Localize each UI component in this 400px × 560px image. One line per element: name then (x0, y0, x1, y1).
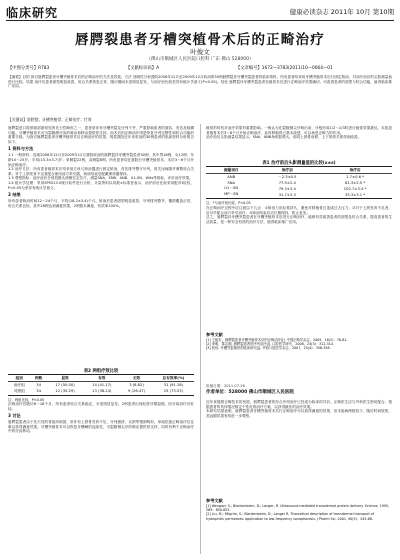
table-2-note: 注：两组比较，P<0.05 (8, 397, 45, 402)
table-cell: U1－SN (224, 186, 239, 191)
table-row (206, 174, 392, 181)
table-2-grid (8, 374, 194, 396)
column-header: 治疗后 (349, 167, 361, 172)
table-cell: 对照组 (13, 388, 25, 393)
section-heading: 1 资料与方法 (8, 146, 34, 152)
reference-item: [2] 李明，陈志刚. 唇腭裂患者的序列治疗[J]. 口腔医学研究，2008，24(3)：312-314. (206, 342, 334, 347)
table-cell: 17 (50.00) (55, 383, 75, 388)
section-label: 临床研究 (6, 6, 59, 20)
paragraph: 本研究结果表明，唇腭裂患者牙槽突植骨术后行正畸治疗可以取得满意的效果，但本组病例数较少，随访时间较短，其远期效果有待进一步观察。 (206, 409, 392, 418)
paragraph: 1.2 治疗方法：所有患者植骨术后均采用方丝弓矫治器进行固定矫治，首先排齐整平牙列，再关闭间隙并调整咬合关系；对于上颌发育不足者配合使用前方牵引器，矫治结束后配戴保持器保持。 (8, 167, 194, 176)
table-cell: SNA (227, 180, 236, 185)
article-meta (8, 65, 392, 71)
references-b (206, 496, 392, 521)
table-2 (8, 368, 194, 402)
references-b-heading: 参考文献 (206, 498, 223, 503)
table-cell: 31 (91.18) (163, 383, 184, 388)
column-divider (200, 124, 201, 554)
table-cell: 35.3±3.1 * (344, 192, 366, 197)
table-cell: 34 (36, 383, 41, 388)
paragraph: 植骨的时机对治疗效果有重要影响。一般认为在裂隙侧尖牙萌出前、牙根形成1/2～2/3时进行植骨效果最佳。本组患者植骨术后3～6个月开始正畸治疗，此时移植骨已基本改建，可以承受正畸力的作用。 (206, 126, 392, 135)
body-left-bottom (8, 402, 194, 434)
paragraph: 1.3 观察指标：治疗前后分别拍摄头颅侧位定位片，测量SNA、SNB、ANB、U1-SN、Wits等指标，评价治疗效果。 (8, 176, 193, 181)
table-row (8, 388, 194, 395)
table-1-caption: 表1 治疗前后头影测量值的比较(x±s) (262, 161, 336, 166)
table-cell: ANB (227, 175, 236, 180)
table-cell: 25 (73.53) (163, 389, 184, 394)
body-left-top (8, 126, 194, 208)
paragraph: 治疗前后头影测量结果显示，SNA、ANB角明显增大，说明上颌骨前移，上下颌骨关系得到改善。 (206, 135, 362, 140)
journal-info: 健康必读杂志 2011年 10月 第10期 (289, 8, 394, 16)
paragraph: 唇腭裂是口腔颌面部最常见的先天性畸形之一，患者常伴有牙槽突裂及牙列不齐，严重影响患者的面容、发音及咀嚼功能。牙槽突植骨术可为裂隙侧牙齿的萌出和移动提供骨支持，而术后的正畸治疗则是恢复牙列完整性和咬合功能的重要手段。为探讨唇腭裂患者牙槽突植骨术后正畸治疗的效果，现将我院近年来收治的30例患者的临床资料分析报告如下。 (8, 126, 194, 144)
reference-item: [3] 张伟. 牙槽突裂植骨的临床研究[J]. 华西口腔医学杂志，2007，25(4)：356-358. (206, 346, 331, 351)
reference-item: [2] Liu, M.; Milgrim, S.; Blankenbeim, D.; Langer R. Theoretical description of transdermal transport of hydrophilic permeants: application to low-frequency sonophoresis. J Pharm Sci, 2001, 90(5)：545-68. (206, 512, 375, 521)
table-1-grid (206, 166, 392, 199)
body-right-bottom (206, 400, 392, 418)
table-cell: 14 (41.17) (92, 383, 112, 388)
article-title: 唇腭裂患者牙槽突植骨术后的正畸治疗 (75, 32, 325, 48)
references-a (206, 330, 392, 351)
table-cell: 9 (26.47) (128, 389, 145, 394)
clc-number: 【中图分类号】R783 (8, 66, 50, 71)
table-1 (206, 160, 392, 205)
paragraph: 正畸治疗后随访6～18个月，所有患者咬合关系稳定，未见明显复发。2例患者出现轻度牙龈退缩，经牙周治疗后好转。 (8, 402, 194, 411)
column-header: 无效 (132, 375, 141, 380)
table-cell: 13 (38.24) (92, 389, 112, 394)
section-heading: 2 结果 (8, 192, 21, 198)
table-row (8, 382, 194, 389)
table-cell: 79.3±3.4 (278, 186, 296, 191)
paragraph: 1.4 统计学处理：采用SPSS13.0统计软件进行分析，计量资料以均数±标准差表示，治疗前后比较采用配对t检验，P<0.05为差异有统计学意义。 (8, 180, 194, 190)
abstract: 【摘要】目的 探讨唇腭裂患者牙槽突植骨术后的正畸治疗的方法及效果。方法 回顾性分析我院2006年12月至2009年12月收治的30例唇腭裂伴牙槽突裂患者的临床资料，所有患者均采用牙槽突植骨术后行固定矫治，对治疗前后的头影测量值进行比较。结果 治疗后患者面型明显改善，咬合关系恢复正常，随访期间未见明显复发，与治疗前比较差异有统计学意义(P<0.05)。结论 唇腭裂伴牙槽突裂患者在植骨术后进行正畸治疗效果确切，可改善患者的面型与咬合功能，值得临床推广应用。 (8, 75, 392, 89)
table-1-note: 注：*与治疗前比较，P<0.05 (206, 200, 251, 205)
table-cell: 31.7±3.3 (278, 192, 296, 197)
paragraph: 1.1 一般资料：选取2006年12月至2009年12月我院收治的唇腭裂伴牙槽突裂患者30例，其中男18例，女12例；年龄10～25岁，平均(15.3±3.7)岁；单侧裂22例，双侧裂8例。所有患者均在我院行牙槽突植骨术，术后3～6个月开始正畸治疗。 (8, 153, 194, 167)
table-cell: 81.3±2.5 * (344, 180, 366, 185)
article-id: 【文章编号】1672—3783(2011)10—0064—01 (236, 66, 333, 71)
table-2-caption: 表2 两组疗效比较 (83, 369, 119, 374)
table-cell: －2.3±0.5 (278, 174, 297, 179)
table-cell: 34 (36, 389, 41, 394)
article-author: 叶俊文 (190, 48, 210, 56)
column-header: 有效 (98, 375, 106, 380)
column-header: 测量项目 (223, 167, 239, 172)
table-cell: MP－SN (224, 192, 239, 197)
column-header: 显效 (61, 375, 69, 380)
author-affiliation: （佛山市顺城区人民医院口腔科 广东 佛山 528000） (146, 57, 254, 62)
table-cell: 3 (8.82) (129, 383, 144, 388)
table-cell: 治疗组 (13, 382, 25, 387)
column-header: 治疗前 (281, 167, 293, 172)
table-row (206, 192, 392, 199)
table-cell: 102.7±3.4 * (343, 186, 367, 191)
table-cell: 1.7±0.6 * (346, 175, 364, 180)
received-date: 收稿日期：2011-07-26 (206, 384, 245, 388)
page-header (6, 4, 394, 21)
reference-item: [1] Wengazi, S.; Blankenbeim, D.; Langer, R. Ultrasound-mediated transdermal protein delivery. Science, 1995, 269：850-853. (206, 504, 390, 513)
column-header: 总有效率(%) (162, 375, 185, 380)
paragraph: 在正畸治疗过程中应注意以下几点：①矫治力应轻柔持久，避免对移植骨区造成过大压力；②对于上颌发育不足者，应尽早配合前方牵引治疗；③矫治结束后应长期保持，防止复发。 (206, 206, 392, 215)
doc-code: 【文献标识码】A (126, 66, 160, 71)
reference-item: [1] 王振东，唇腭裂患者牙槽突植骨术后的正畸治疗[J]. 中国正畸学杂志，2009，16(2)：78-81. (206, 338, 348, 342)
paragraph: 近年来随着正畸技术的发展，唇腭裂患者的综合序列治疗已经成为临床的共识。正畸医生应与外科医生密切配合，根据患者的具体情况制定个性化的治疗方案，以获得最佳的治疗效果。 (206, 400, 392, 409)
references-a-heading: 参考文献 (206, 332, 223, 337)
paragraph: 总之，唇腭裂伴牙槽突裂患者在牙槽突植骨术后进行正畸治疗，能够有效改善患者的面型及咬合关系，提高患者的生活质量，是一种安全有效的治疗方法，值得临床推广应用。 (206, 215, 392, 224)
body-right-top (206, 126, 392, 140)
table-cell: 12 (35.29) (55, 389, 75, 394)
author-address: 作者单位：528000 佛山市顺城区人民医院 (206, 390, 294, 395)
author-signature (206, 384, 392, 395)
paragraph: 唇腭裂患者由于先天性的骨组织缺损，常伴有上颌骨发育不足、牙列拥挤、反颌等错颌畸形，单纯依靠正畸治疗往往难以获得满意效果。牙槽突植骨术可以恢复牙槽嵴的连续性，为裂隙侧尖牙的萌出提供骨支持，同时有利于正畸治疗中的牙齿移动。 (8, 420, 194, 434)
keywords: 【关键词】唇腭裂；牙槽突植骨；正畸治疗；疗效 (8, 117, 92, 122)
column-header: 组别 (15, 375, 23, 380)
column-header: 例数 (34, 375, 43, 380)
body-right-middle (206, 206, 392, 224)
section-heading: 3 讨论 (8, 413, 21, 419)
paragraph: 所有患者矫治时间12～24个月，平均(18.2±3.4)个月。矫治后患者面型明显改善，牙列排列整齐，覆颌覆盖正常，咬合关系良好。其中28例达到满意效果，2例基本满意，有效率100%。 (8, 199, 194, 208)
table-cell: 77.5±2.4 (278, 180, 296, 185)
